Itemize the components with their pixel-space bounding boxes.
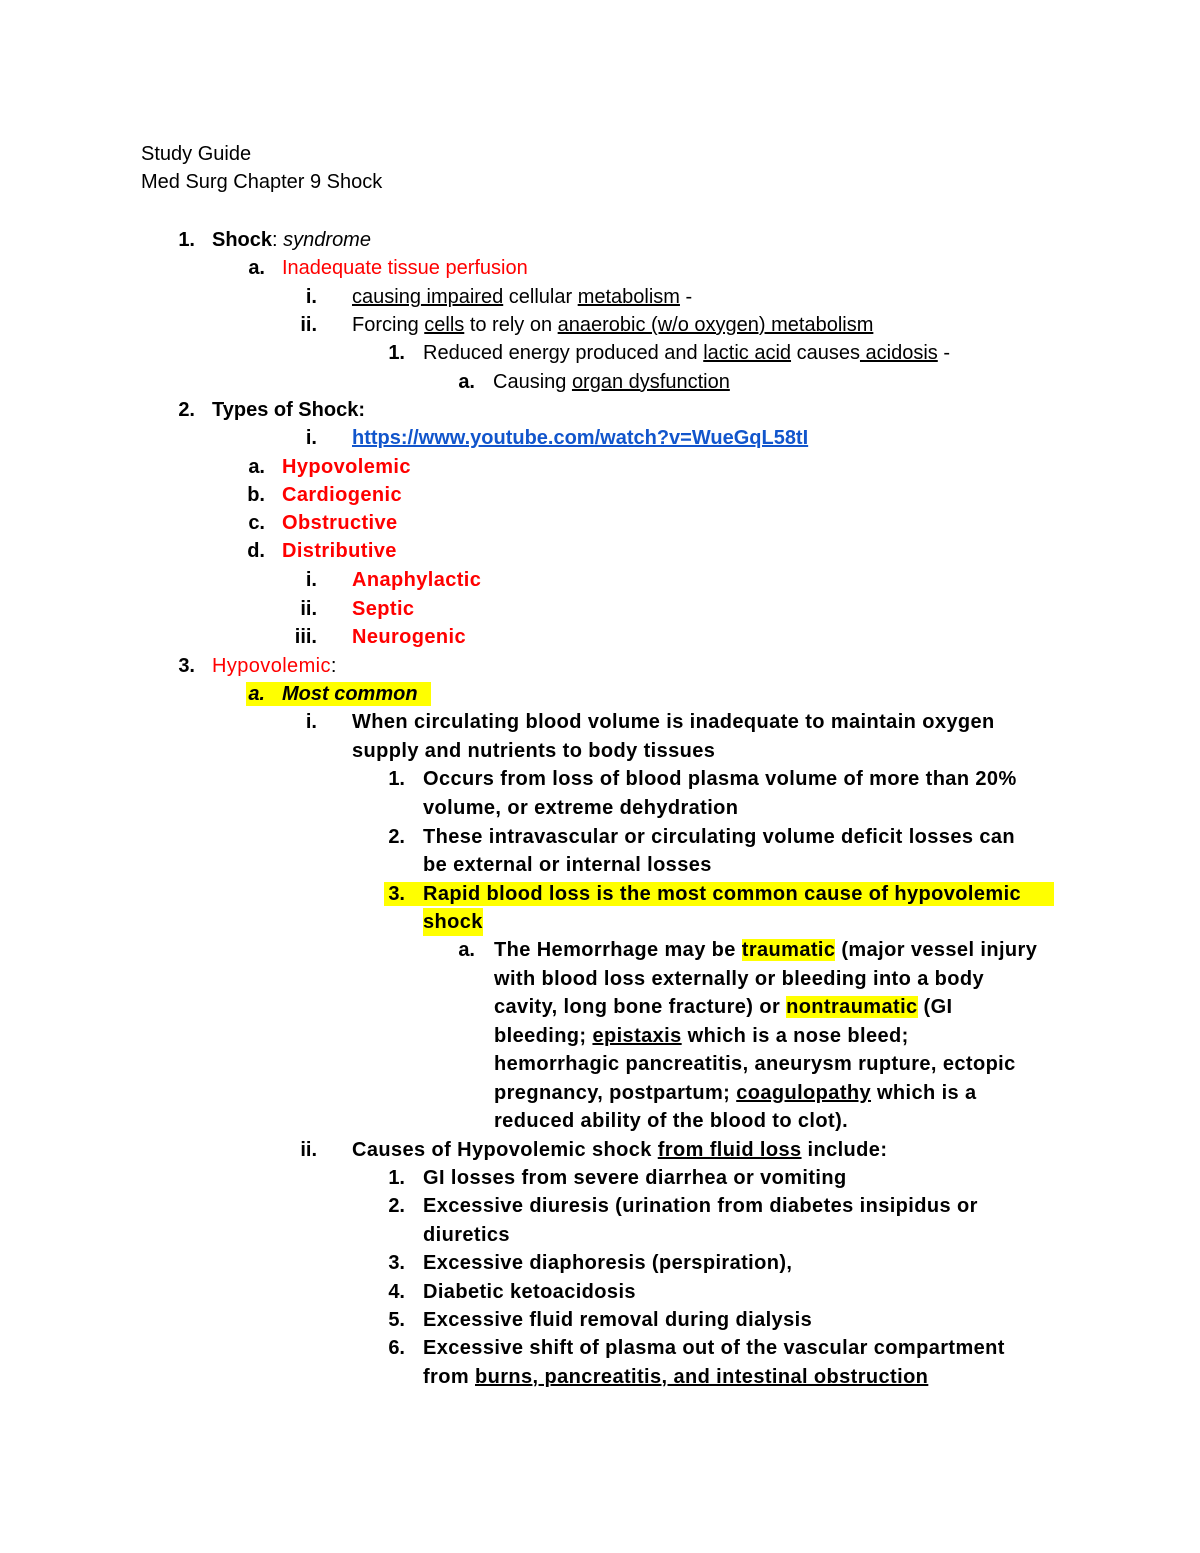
- list-item-continuation: [0, 1107, 1200, 1135]
- list-marker: i.: [305, 427, 317, 449]
- list-marker: 6.: [388, 1337, 405, 1359]
- list-item-continuation: [0, 1363, 1200, 1391]
- list-item: [0, 424, 1200, 452]
- list-item: [0, 481, 1200, 509]
- list-item: [0, 566, 1200, 594]
- list-item-text: Reduced energy produced and lactic acid causes acidosis -: [423, 342, 950, 364]
- list-item-text: with blood loss externally or bleeding into a body: [494, 968, 985, 990]
- list-marker: 3.: [388, 883, 405, 905]
- list-item: [0, 1306, 1200, 1334]
- list-item-text: When circulating blood volume is inadequate to maintain oxygen: [352, 711, 995, 733]
- list-marker: a.: [248, 683, 265, 705]
- list-item: [0, 537, 1200, 565]
- list-item-text: GI losses from severe diarrhea or vomiting: [423, 1167, 847, 1189]
- list-item-continuation: [0, 794, 1200, 822]
- list-marker: a.: [248, 456, 265, 478]
- list-marker: a.: [248, 257, 265, 279]
- list-item: [0, 339, 1200, 367]
- list-item: [0, 1192, 1200, 1220]
- section-heading: Hypovolemic:: [212, 655, 337, 677]
- list-item-text: diuretics: [423, 1224, 510, 1246]
- list-item-text: Cardiogenic: [282, 484, 402, 506]
- header-title-line: [0, 140, 1200, 168]
- list-marker: 1.: [388, 1167, 405, 1189]
- list-item-text: hemorrhagic pancreatitis, aneurysm rupture, ectopic: [494, 1053, 1016, 1075]
- youtube-link[interactable]: https://www.youtube.com/watch?v=WueGqL58tI: [352, 427, 809, 449]
- list-item: [0, 936, 1200, 964]
- list-marker: 5.: [388, 1309, 405, 1331]
- list-marker: 3.: [178, 655, 195, 677]
- list-marker: 4.: [388, 1281, 405, 1303]
- list-item-text: Anaphylactic: [352, 569, 482, 591]
- list-item-text: Causing organ dysfunction: [493, 371, 730, 393]
- list-marker: iii.: [294, 626, 317, 648]
- list-item-text: causing impaired cellular metabolism -: [352, 286, 693, 308]
- list-item: [0, 1136, 1200, 1164]
- list-marker: ii.: [300, 598, 317, 620]
- list-item: [0, 283, 1200, 311]
- list-item: [0, 880, 1200, 908]
- list-item-text: Excessive shift of plasma out of the vascular compartment: [423, 1337, 1005, 1359]
- list-item-text: Septic: [352, 598, 415, 620]
- section-shock: [0, 226, 1200, 254]
- list-item: [0, 765, 1200, 793]
- list-item-text: supply and nutrients to body tissues: [352, 740, 716, 762]
- list-item-text: Rapid blood loss is the most common cause of hypovolemic: [423, 883, 1022, 905]
- section-heading: Types of Shock:: [212, 399, 365, 421]
- list-item-text: Forcing cells to rely on anaerobic (w/o oxygen) metabolism: [352, 314, 874, 336]
- list-item-text: volume, or extreme dehydration: [423, 797, 739, 819]
- list-item-text: shock: [423, 908, 483, 936]
- list-item-text: cavity, long bone fracture) or nontraumatic (GI: [494, 996, 953, 1018]
- list-item-text: Causes of Hypovolemic shock from fluid loss include:: [352, 1139, 888, 1161]
- list-item: [0, 680, 1200, 708]
- doc-subtitle: Med Surg Chapter 9 Shock: [141, 171, 383, 193]
- list-item: [0, 311, 1200, 339]
- list-marker: d.: [247, 540, 265, 562]
- list-item-text: Excessive fluid removal during dialysis: [423, 1309, 813, 1331]
- list-marker: b.: [247, 484, 265, 506]
- list-marker: 3.: [388, 1252, 405, 1274]
- list-item-text: be external or internal losses: [423, 854, 712, 876]
- list-item-continuation: [0, 1079, 1200, 1107]
- list-marker: i.: [305, 569, 317, 591]
- section-hypovolemic: [0, 652, 1200, 680]
- section-types-of-shock: [0, 396, 1200, 424]
- header-subtitle-line: [0, 168, 1200, 196]
- list-item-continuation: [0, 1221, 1200, 1249]
- list-item: [0, 595, 1200, 623]
- list-item-continuation: [0, 1022, 1200, 1050]
- list-item: [0, 708, 1200, 736]
- list-item-continuation: [0, 737, 1200, 765]
- list-item: [0, 254, 1200, 282]
- list-item-continuation: [0, 965, 1200, 993]
- list-item-text: from burns, pancreatitis, and intestinal obstruction: [423, 1366, 929, 1388]
- list-marker: i.: [305, 286, 317, 308]
- list-item-text: The Hemorrhage may be traumatic (major vessel injury: [494, 939, 1038, 961]
- list-marker: c.: [248, 512, 265, 534]
- list-item-text: Neurogenic: [352, 626, 467, 648]
- list-item: [0, 1164, 1200, 1192]
- list-marker: i.: [305, 711, 317, 733]
- list-item-continuation: [0, 851, 1200, 879]
- list-item-continuation: [0, 993, 1200, 1021]
- list-item: [0, 1249, 1200, 1277]
- list-item: [0, 823, 1200, 851]
- list-item-text: reduced ability of the blood to clot).: [494, 1110, 849, 1132]
- list-item-text: These intravascular or circulating volume deficit losses can: [423, 826, 1015, 848]
- list-item-text: Diabetic ketoacidosis: [423, 1281, 636, 1303]
- list-item-text: pregnancy, postpartum; coagulopathy which is a: [494, 1082, 977, 1104]
- list-item-text: Obstructive: [282, 512, 398, 534]
- list-marker: 2.: [388, 826, 405, 848]
- list-marker: 1.: [388, 768, 405, 790]
- list-marker: a.: [458, 939, 475, 961]
- list-item: [0, 453, 1200, 481]
- section-heading: Shock: syndrome: [212, 229, 371, 251]
- list-item: [0, 1334, 1200, 1362]
- list-item: [0, 509, 1200, 537]
- list-item: [0, 623, 1200, 651]
- list-marker: ii.: [300, 314, 317, 336]
- list-item-text: Most common: [282, 683, 418, 705]
- list-item-continuation: [0, 1050, 1200, 1078]
- list-item: [0, 368, 1200, 396]
- list-item-text: Occurs from loss of blood plasma volume of more than 20%: [423, 768, 1017, 790]
- list-marker: 1.: [178, 229, 195, 251]
- doc-title: Study Guide: [141, 143, 252, 165]
- list-item-text: bleeding; epistaxis which is a nose bleed;: [494, 1025, 909, 1047]
- list-item-text: Excessive diuresis (urination from diabetes insipidus or: [423, 1195, 978, 1217]
- list-item-text: Inadequate tissue perfusion: [282, 257, 528, 279]
- list-item: [0, 1278, 1200, 1306]
- list-item-text: Distributive: [282, 540, 397, 562]
- list-marker: 2.: [178, 399, 195, 421]
- list-marker: a.: [458, 371, 475, 393]
- list-item-continuation: [0, 908, 1200, 936]
- list-item-text: Excessive diaphoresis (perspiration),: [423, 1252, 793, 1274]
- list-item-text: Hypovolemic: [282, 456, 411, 478]
- list-marker: 1.: [388, 342, 405, 364]
- list-marker: 2.: [388, 1195, 405, 1217]
- list-marker: ii.: [300, 1139, 317, 1161]
